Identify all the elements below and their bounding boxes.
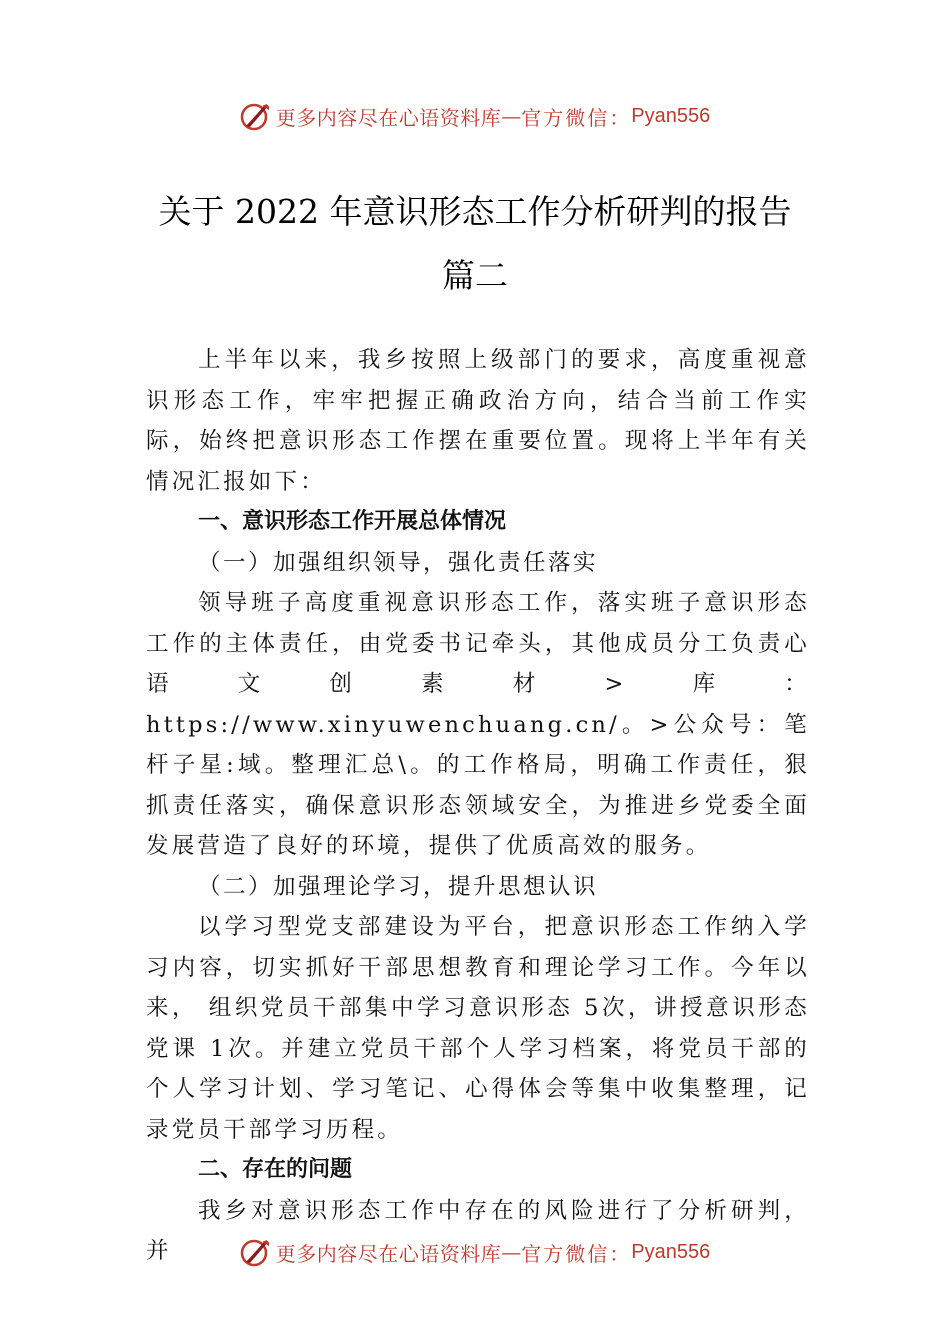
- quill-logo-icon: [240, 1236, 272, 1268]
- intro-paragraph: 上半年以来，我乡按照上级部门的要求，高度重视意识形态工作，牢牢把握正确政治方向，结合当前工作实际，始终把意识形态工作摆在重要位置。现将上半年有关情况汇报如下：: [146, 347, 810, 495]
- banner-wechat-label: 官方微信：: [521, 1241, 632, 1266]
- banner-dash: —: [501, 1240, 522, 1264]
- footer-watermark-banner: [0, 1232, 950, 1272]
- section-2-paragraph: 我乡对意识形态工作中存在的风险进行了分析研判，并: [146, 1197, 810, 1264]
- subsection-1-paragraph: 领导班子高度重视意识形态工作，落实班子意识形态工作的主体责任，由党委书记牵头，其他成员分工负责心语文创素材>库：https://www.xinyuwenchuang.cn/。>公众号：笔杆子星:域。整理汇总\。的工作格局，明确工作责任，狠抓责任落实，确保意识形态领域安全，为推进乡党委全面发展营造了良好的环境，提供了优质高效的服务。: [146, 590, 810, 859]
- quill-logo-icon: [240, 100, 272, 132]
- banner-site-text: 更多内容尽在心语资料库: [275, 105, 502, 130]
- header-watermark-banner: [0, 96, 950, 136]
- subsection-1-heading: （一）加强组织领导，强化责任落实: [198, 549, 599, 576]
- section-1-heading: 一、意识形态工作开展总体情况: [198, 509, 507, 534]
- section-2-heading: 二、存在的问题: [198, 1157, 353, 1182]
- banner-wechat-id: Pyan556: [631, 1240, 711, 1263]
- banner-site-text: 更多内容尽在心语资料库: [275, 1241, 502, 1266]
- subsection-2-heading: （二）加强理论学习，提升思想认识: [198, 873, 599, 900]
- banner-wechat-id: Pyan556: [631, 104, 711, 127]
- banner-dash: —: [501, 104, 522, 128]
- document-title-part: 篇二: [442, 256, 508, 295]
- document-title: 关于 2022 年意识形态工作分析研判的报告: [158, 192, 792, 231]
- banner-wechat-label: 官方微信：: [521, 105, 632, 130]
- document-body: [146, 340, 810, 1272]
- subsection-2-paragraph: 以学习型党支部建设为平台，把意识形态工作纳入学习内容，切实抓好干部思想教育和理论学习工作。今年以来， 组织党员干部集中学习意识形态 5次，讲授意识形态党课 1次。并建立党员干部个人学习档案，将党员干部的个人学习计划、学习笔记、心得体会等集中收集整理，记录党员干部学习历程。: [146, 914, 810, 1143]
